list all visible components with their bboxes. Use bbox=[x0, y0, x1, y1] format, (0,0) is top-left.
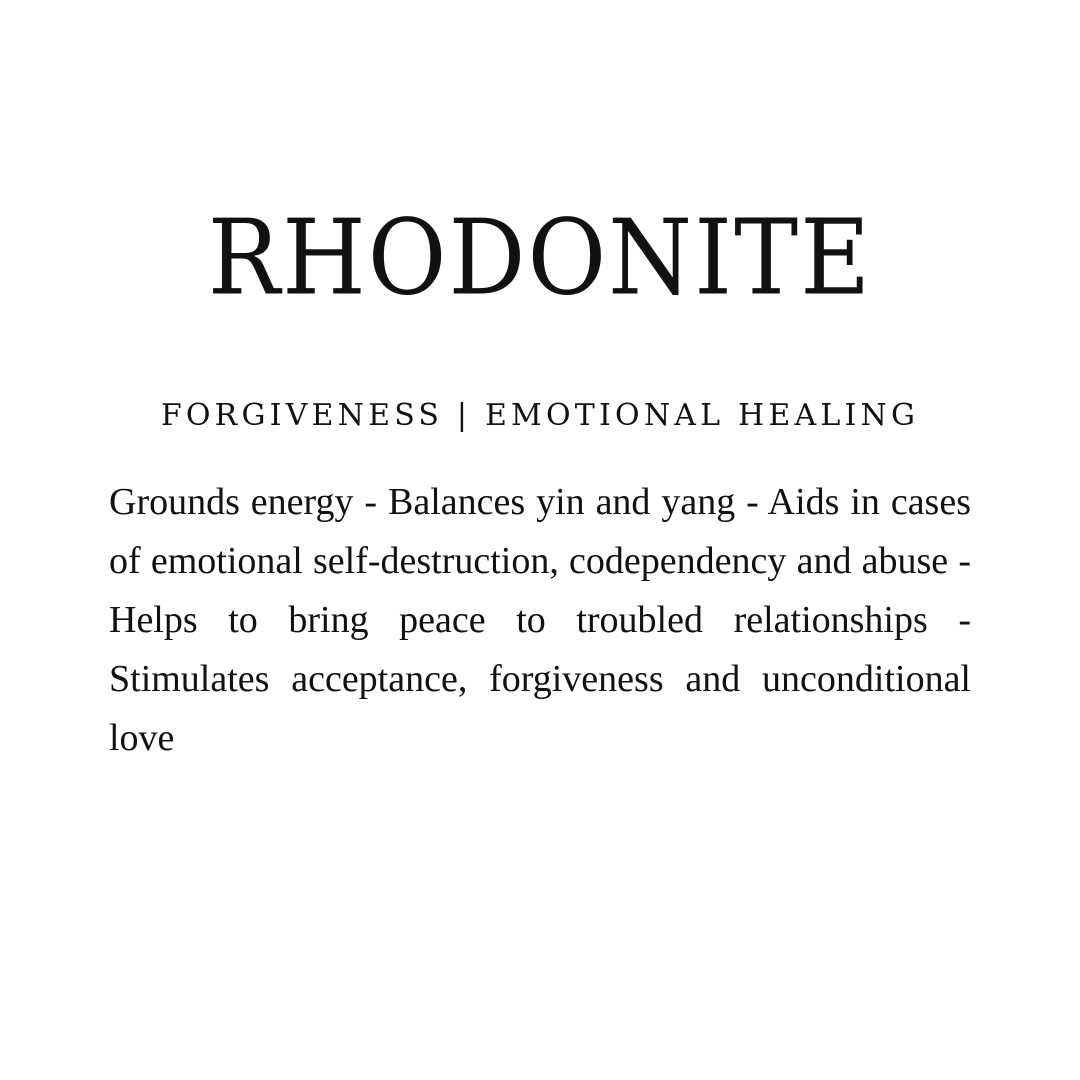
stone-properties-subtitle: FORGIVENESS | EMOTIONAL HEALING bbox=[160, 398, 920, 433]
stone-description: Grounds energy - Balances yin and yang - Aids in cases of emotional self-destruction, codependency and abuse - Helps to bring peace to troubled relationships - Stimulates acceptance, forgiveness and unconditional love bbox=[109, 481, 971, 759]
stone-title: RHODONITE bbox=[207, 197, 873, 319]
